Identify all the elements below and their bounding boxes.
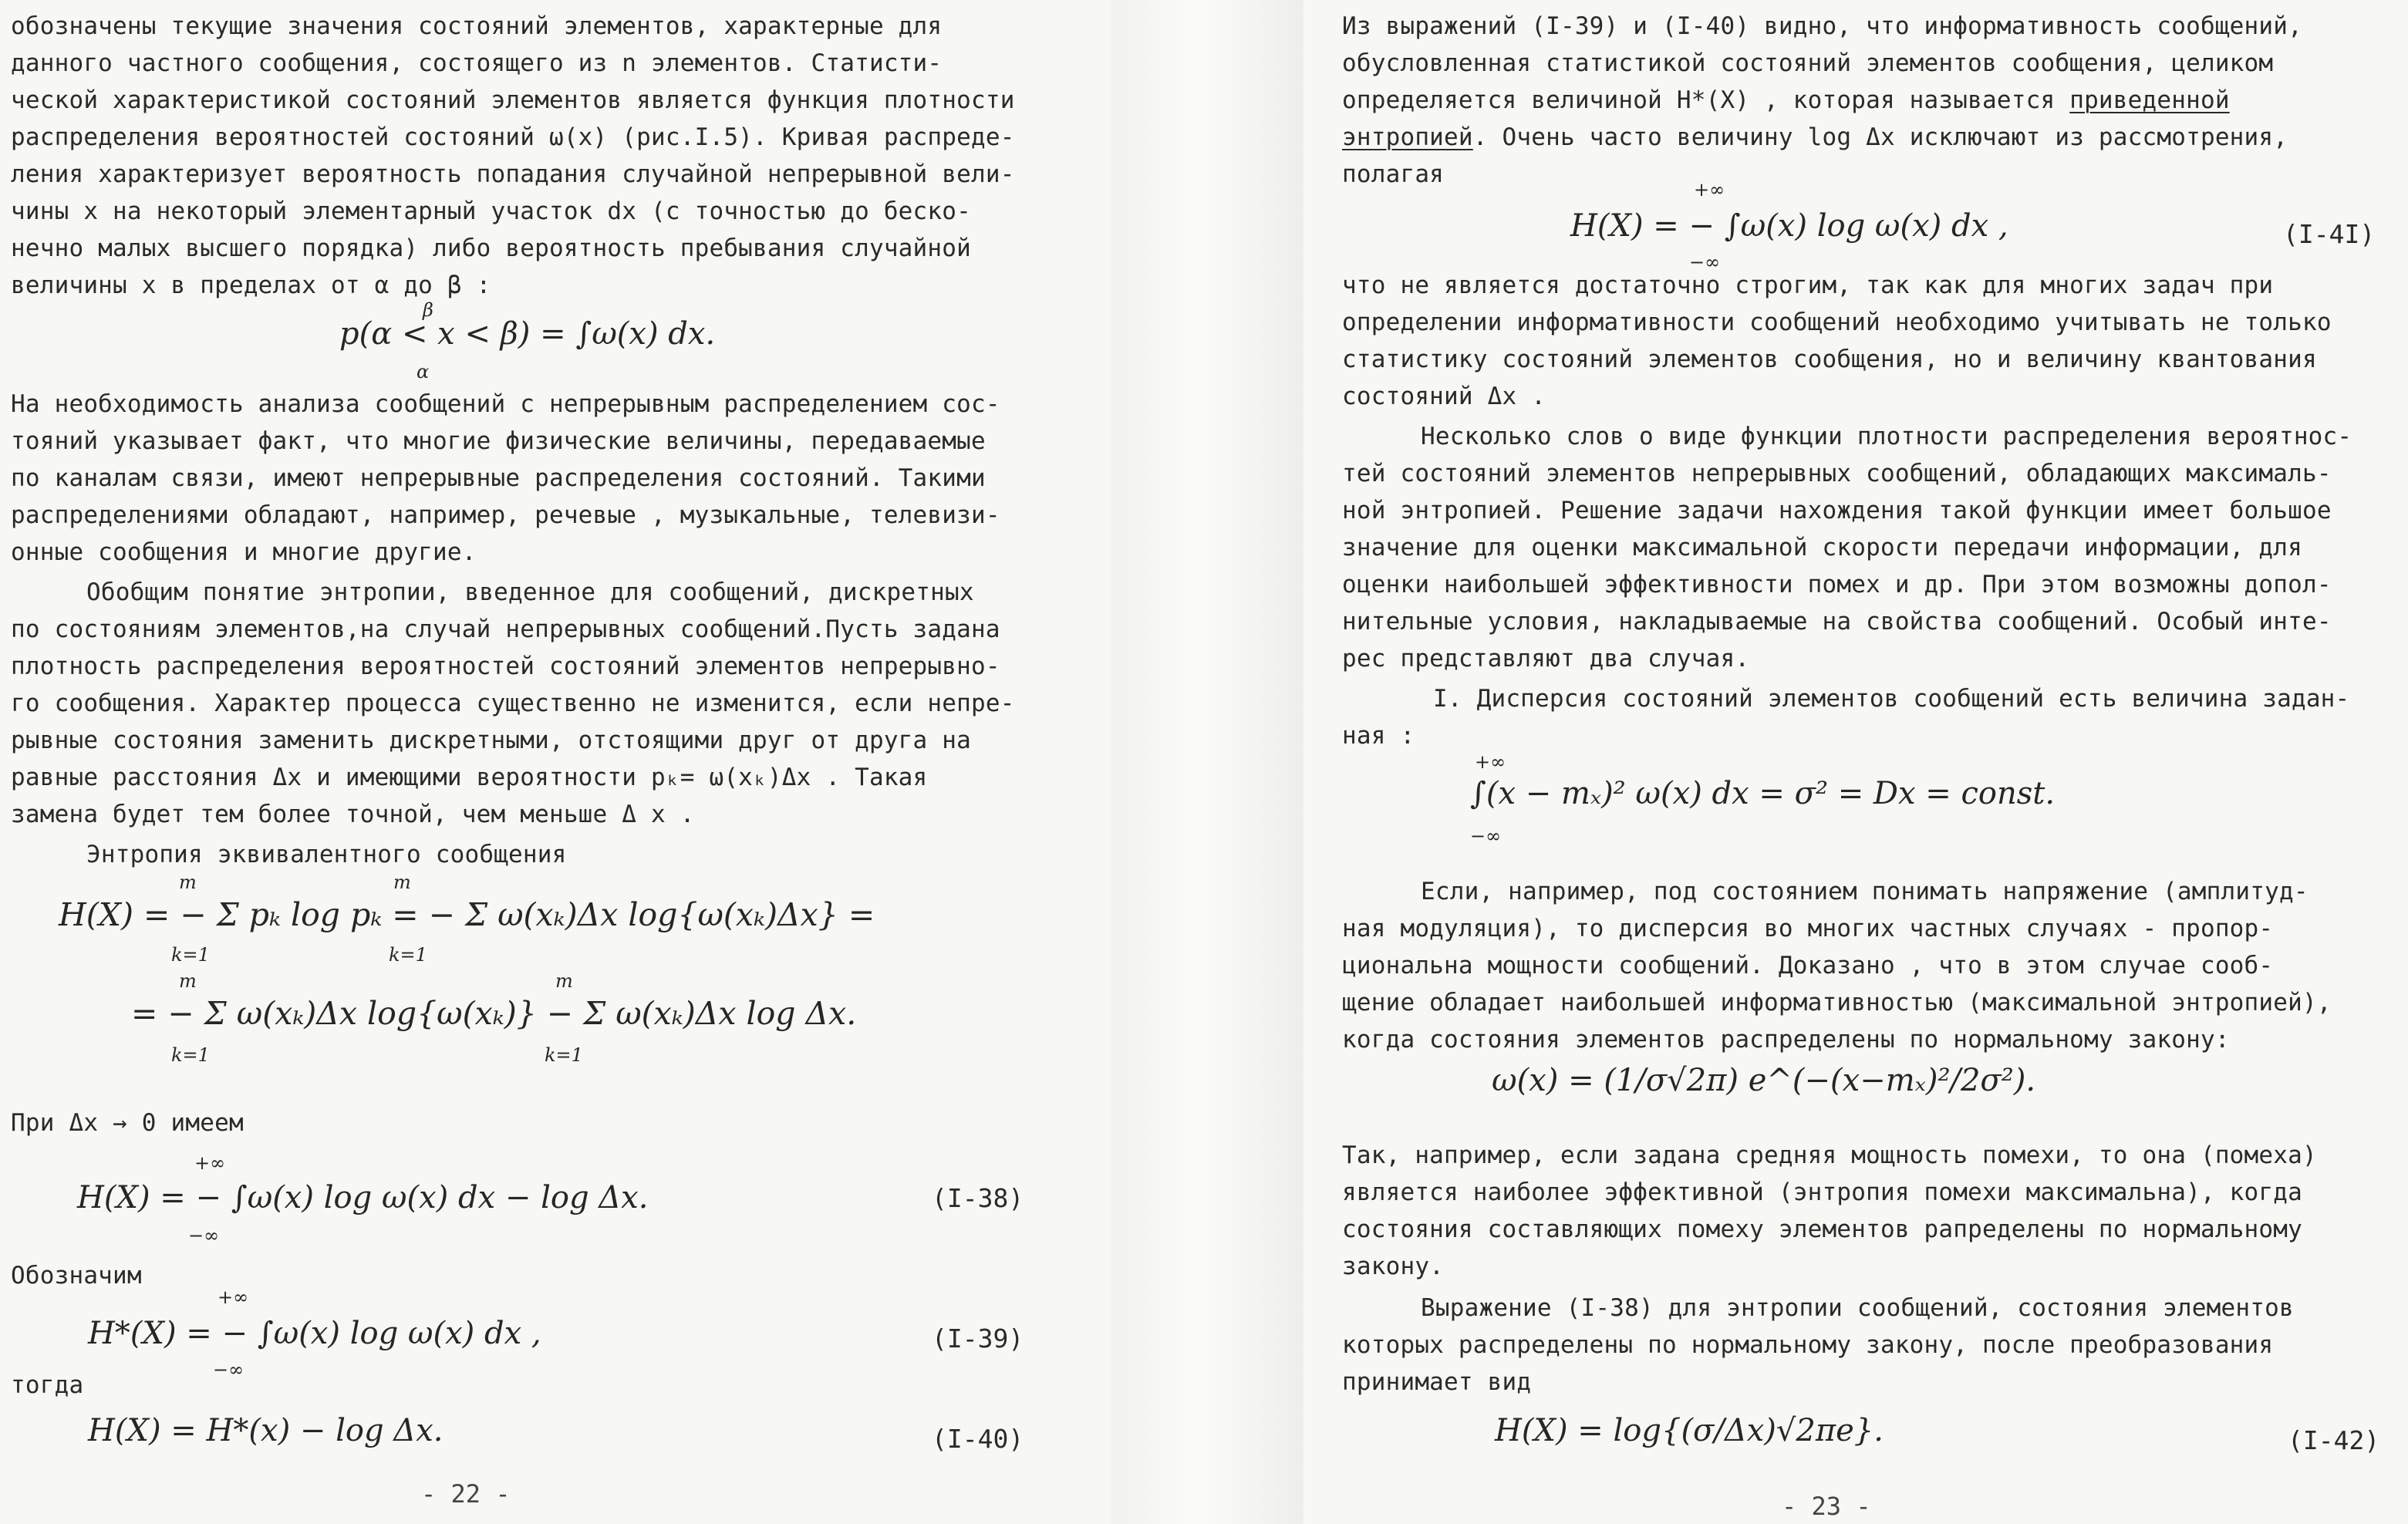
text-line: ления характеризует вероятность попадания случайной непрерывной вели- xyxy=(11,160,1015,188)
text-line: ная модуляция), то дисперсия во многих частных случаях - пропор- xyxy=(1342,915,2274,942)
text-line: ной энтропией. Решение задачи нахождения такой функции имеет большое xyxy=(1342,497,2332,524)
integral-lower-limit: −∞ xyxy=(1470,825,1502,847)
sum-upper-limit: m xyxy=(555,970,573,992)
page-gutter xyxy=(1111,0,1303,1524)
text-line: Если, например, под состоянием понимать напряжение (амплитуд- xyxy=(1421,878,2309,905)
text-line: плотность распределения вероятностей состояний элементов непрерывно- xyxy=(11,652,1000,680)
right-page xyxy=(1303,0,2408,1524)
text-line: тей состояний элементов непрерывных сообщений, обладающих максималь- xyxy=(1342,460,2332,487)
text-line: нительные условия, накладываемые на свойства сообщений. Особый инте- xyxy=(1342,608,2332,636)
text-line: полагая xyxy=(1342,160,1445,188)
text-line: Выражение (I-38) для энтропии сообщений, состояния элементов xyxy=(1421,1294,2294,1322)
text-line: ческой характеристикой состояний элементов является функция плотности xyxy=(11,86,1015,114)
text-line xyxy=(1342,82,2230,119)
text-line: данного частного сообщения, состоящего из n элементов. Статисти- xyxy=(11,49,943,77)
formula-i40: H(X) = H*(x) − log Δx. xyxy=(88,1413,443,1448)
formula-i41: H(X) = − ∫ω(x) log ω(x) dx , xyxy=(1570,208,2008,244)
text-line: состояния составляющих помеху элементов рапределены по нормальному xyxy=(1342,1215,2302,1243)
text-line: принимает вид xyxy=(1342,1368,1532,1396)
text-line xyxy=(1342,119,2288,156)
text-line: Несколько слов о виде функции плотности распределения вероятнос- xyxy=(1421,423,2352,450)
equation-number: (I-40) xyxy=(932,1424,1024,1454)
equation-number: (I-4I) xyxy=(2283,219,2376,249)
text-line: когда состояния элементов распределены по нормальному закону: xyxy=(1342,1026,2230,1054)
formula-i39: H*(X) = − ∫ω(x) log ω(x) dx , xyxy=(88,1316,541,1351)
text-line: замена будет тем более точной, чем меньше Δ x . xyxy=(11,801,695,828)
text-line: рес представляют два случая. xyxy=(1342,645,1750,673)
text-line: по состояниям элементов,на случай непрерывных сообщений.Пусть задана xyxy=(11,615,1000,643)
page-number: - 22 - xyxy=(421,1479,511,1509)
text-line: Энтропия эквивалентного сообщения xyxy=(86,841,567,868)
text-line: закону. xyxy=(1342,1253,1445,1280)
equation-number: (I-42) xyxy=(2288,1425,2380,1455)
text-line: по каналам связи, имеют непрерывные распределения состояний. Такими xyxy=(11,464,986,492)
text-line: Так, например, если задана средняя мощность помехи, то она (помеха) xyxy=(1342,1141,2317,1169)
text-line: щение обладает наибольшей информативностью (максимальной энтропией), xyxy=(1342,989,2332,1017)
text-line: Обозначим xyxy=(11,1262,142,1290)
text-line: го сообщения. Характер процесса существенно не изменится, если непре- xyxy=(11,690,1015,717)
sum-lower-limit: k=1 xyxy=(171,944,210,966)
sum-lower-limit: k=1 xyxy=(545,1044,583,1066)
sum-upper-limit: m xyxy=(393,872,411,893)
text-line: обозначены текущие значения состояний элементов, характерные для xyxy=(11,12,943,40)
text-line: рывные состояния заменить дискретными, отстоящими друг от друга на xyxy=(11,727,971,754)
page-number: - 23 - xyxy=(1782,1492,1871,1521)
formula-i38: H(X) = − ∫ω(x) log ω(x) dx − log Δx. xyxy=(77,1180,649,1215)
term-underlined: приведенной xyxy=(2069,86,2230,114)
text-line: величины x в пределах от α до β : xyxy=(11,271,491,299)
text-line: При Δx → 0 имеем xyxy=(11,1109,244,1137)
sum-lower-limit: k=1 xyxy=(171,1044,210,1066)
sum-upper-limit: m xyxy=(179,970,197,992)
text-line: тогда xyxy=(11,1371,84,1399)
sum-upper-limit: m xyxy=(179,872,197,893)
formula-normal: ω(x) = (1/σ√2π) e^(−(x−mₓ)²/2σ²). xyxy=(1492,1063,2036,1098)
text-line: чины x на некоторый элементарный участок dx (с точностью до беско- xyxy=(11,197,971,225)
text-line: определении информативности сообщений необходимо учитывать не только xyxy=(1342,309,2332,336)
equation-number: (I-39) xyxy=(932,1323,1024,1354)
integral-upper-limit: β xyxy=(423,299,433,321)
integral-lower-limit: −∞ xyxy=(1689,251,1721,273)
text-line: Обобщим понятие энтропии, введенное для сообщений, дискретных xyxy=(86,578,974,606)
text-line: ная : xyxy=(1342,722,1415,750)
text-line: онные сообщения и многие другие. xyxy=(11,538,477,566)
text-line: которых распределены по нормальному закону, после преобразования xyxy=(1342,1331,2274,1359)
text-line: равные расстояния Δx и имеющими вероятности pₖ= ω(xₖ)Δx . Такая xyxy=(11,764,928,791)
text-line: значение для оценки максимальной скорости передачи информации, для xyxy=(1342,534,2302,561)
text-line: I. Дисперсия состояний элементов сообщений есть величина задан- xyxy=(1433,685,2350,713)
text-line: оценки наибольшей эффективности помех и др. При этом возможны допол- xyxy=(1342,571,2332,598)
formula-entropy-sum-1: H(X) = − Σ pₖ log pₖ = − Σ ω(xₖ)Δx log{ω(xₖ)Δx} = xyxy=(59,896,875,933)
left-page xyxy=(0,0,1111,1524)
text-line: На необходимость анализа сообщений с непрерывным распределением сос- xyxy=(11,390,1000,418)
text-line: обусловленная статистикой состояний элементов сообщения, целиком xyxy=(1342,49,2274,77)
text-line: что не является достаточно строгим, так как для многих задач при xyxy=(1342,271,2274,299)
text-line: состояний Δx . xyxy=(1342,383,1546,410)
formula-prob-interval: p(α < x < β) = ∫ω(x) dx. xyxy=(339,316,716,352)
integral-upper-limit: +∞ xyxy=(1475,751,1506,773)
formula-entropy-sum-2: = − Σ ω(xₖ)Δx log{ω(xₖ)} − Σ ω(xₖ)Δx log Δx. xyxy=(131,995,857,1032)
term-underlined: энтропией xyxy=(1342,123,1473,151)
text-line: Из выражений (I-39) и (I-40) видно, что информативность сообщений, xyxy=(1342,12,2302,40)
integral-upper-limit: +∞ xyxy=(218,1286,249,1308)
text-line: является наиболее эффективной (энтропия помехи максимальна), когда xyxy=(1342,1178,2302,1206)
text-fragment: определяется величиной H*(X) , которая называется xyxy=(1342,86,2056,114)
text-line: тояний указывает факт, что многие физические величины, передаваемые xyxy=(11,427,986,455)
integral-upper-limit: +∞ xyxy=(1694,179,1725,201)
integral-lower-limit: α xyxy=(417,361,430,383)
text-line: статистику состояний элементов сообщения, но и величину квантования xyxy=(1342,346,2317,373)
text-line: нечно малых высшего порядка) либо вероятность пребывания случайной xyxy=(11,234,971,262)
sum-lower-limit: k=1 xyxy=(389,944,427,966)
integral-lower-limit: −∞ xyxy=(188,1225,220,1246)
text-line: распределениями обладают, например, речевые , музыкальные, телевизи- xyxy=(11,501,1000,529)
integral-lower-limit: −∞ xyxy=(213,1359,245,1381)
formula-variance: ∫(x − mₓ)² ω(x) dx = σ² = Dx = const. xyxy=(1470,776,2056,811)
text-line: распределения вероятностей состояний ω(x) (рис.I.5). Кривая распреде- xyxy=(11,123,1015,151)
text-line: циональна мощности сообщений. Доказано , что в этом случае сооб- xyxy=(1342,952,2274,979)
text-fragment: . Очень часто величину log Δx исключают из рассмотрения, xyxy=(1472,123,2288,151)
equation-number: (I-38) xyxy=(932,1183,1024,1213)
integral-upper-limit: +∞ xyxy=(194,1152,226,1174)
formula-i42: H(X) = log{(σ/Δx)√2πe}. xyxy=(1495,1413,1884,1448)
